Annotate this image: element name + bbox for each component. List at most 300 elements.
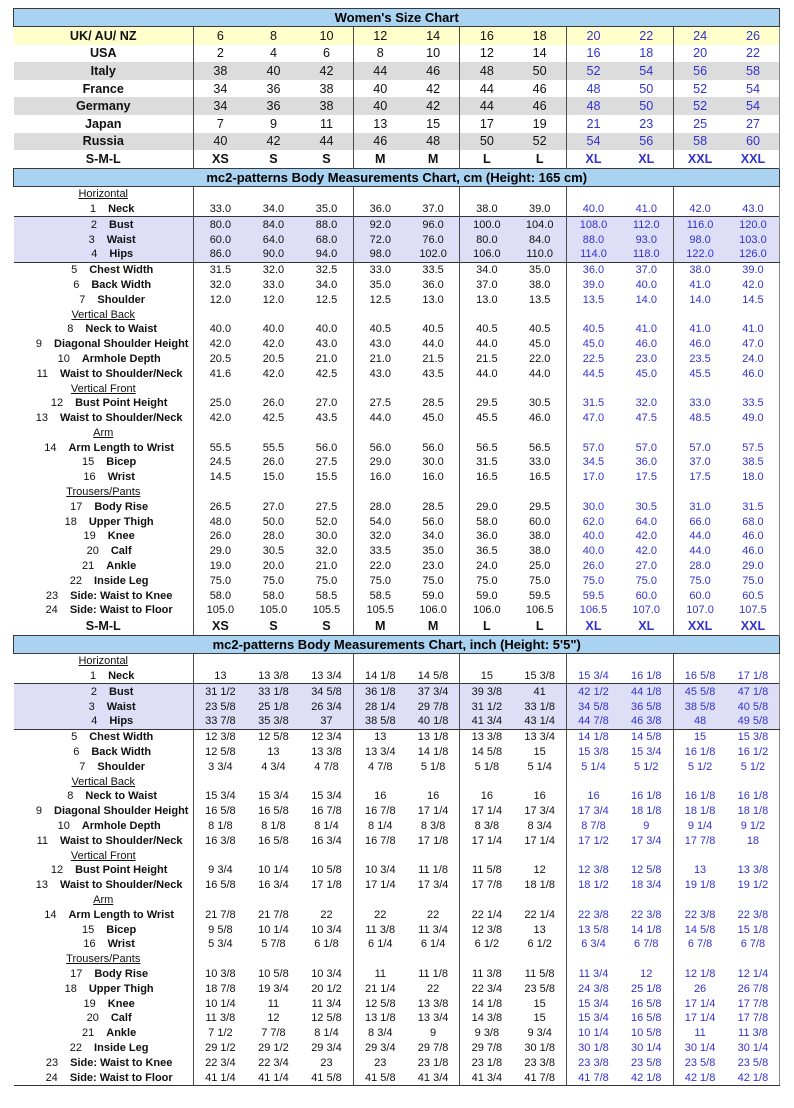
value-cell [247, 653, 300, 668]
measurement-row [14, 455, 780, 470]
value-cell: 12 3/4 [300, 729, 353, 744]
value-cell: 50 [513, 62, 566, 80]
section-label: Horizontal [78, 655, 129, 668]
row-number: 20 [86, 545, 99, 558]
value-cell: 9 3/4 [208, 864, 233, 877]
value-cell: 44.0 [476, 338, 498, 351]
value-cell: 84.0 [513, 232, 566, 247]
value-cell: 22 3/4 [205, 1056, 236, 1069]
measurement-label: Calf [110, 545, 132, 558]
value-cell: 19 1/2 [726, 878, 779, 893]
page-title: Women's Size Chart [14, 9, 780, 27]
measurement-label-cell [14, 588, 194, 603]
measurement-label-cell [14, 1011, 194, 1026]
measurement-label: Armhole Depth [81, 820, 161, 833]
value-cell: 42 [247, 133, 300, 151]
value-cell: 45.5 [476, 412, 498, 425]
value-cell: 9 3/8 [474, 1027, 500, 1040]
size-row [14, 133, 780, 151]
measurement-row [14, 745, 780, 760]
measurement-row [14, 322, 780, 337]
measurement-label-cell [14, 729, 194, 744]
measurement-row [14, 789, 780, 804]
value-cell: 41.0 [620, 322, 673, 337]
value-cell: 17 3/4 [407, 878, 460, 893]
value-cell: 29.0 [209, 545, 232, 558]
value-cell [407, 774, 460, 789]
measurement-label: Chest Width [89, 731, 154, 744]
value-cell: 9 [407, 1026, 460, 1041]
measurement-row [14, 202, 780, 217]
cm-chart-header: mc2-patterns Body Measurements Chart, cm (Height: 165 cm) [14, 168, 780, 186]
value-cell [407, 186, 460, 201]
value-cell: 38.5 [726, 455, 779, 470]
value-cell: 17 1/4 [364, 879, 396, 892]
value-cell: 5 3/4 [208, 938, 233, 951]
value-cell: 57.0 [620, 440, 673, 455]
value-cell: 23.0 [620, 352, 673, 367]
value-cell: 40.0 [582, 530, 605, 543]
value-cell [300, 426, 353, 441]
row-number: 10 [57, 820, 70, 833]
value-cell [353, 774, 406, 789]
row-number: 22 [69, 1041, 83, 1054]
value-cell: 12 [479, 46, 494, 61]
measurement-label-cell [14, 745, 194, 760]
value-cell: 42.5 [300, 366, 353, 381]
value-cell [300, 307, 353, 322]
value-cell: 12.0 [209, 293, 232, 306]
measurement-label: Wrist [107, 938, 135, 951]
value-cell: 25 [693, 116, 708, 131]
value-cell: 12 5/8 [205, 746, 236, 759]
value-cell: 16 1/8 [684, 790, 716, 803]
measurement-label-cell [14, 603, 194, 618]
value-cell: 14 1/8 [471, 997, 503, 1010]
value-cell [620, 426, 673, 441]
value-cell: 13 [513, 922, 566, 937]
value-cell: 66.0 [689, 515, 711, 528]
cm-chart-header-bar [14, 168, 780, 186]
value-cell: 31.5 [476, 456, 498, 469]
value-cell: 25 1/8 [247, 699, 300, 714]
measurement-label: Bicep [106, 923, 137, 936]
value-cell: 56.5 [513, 440, 566, 455]
value-cell: 44.0 [369, 412, 391, 425]
value-cell [673, 186, 726, 201]
value-cell [407, 893, 460, 908]
value-cell: 48 [460, 62, 513, 80]
value-cell: 14 5/8 [684, 923, 716, 936]
value-cell: 57.0 [582, 441, 605, 454]
value-cell: 60.5 [726, 588, 779, 603]
measurement-label: Body Rise [94, 500, 149, 513]
value-cell: 6 [300, 45, 353, 63]
value-cell: 9 1/2 [726, 819, 779, 834]
section-label: Trousers/Pants [66, 486, 141, 499]
value-cell: 16 5/8 [258, 805, 289, 818]
value-cell: 28.0 [369, 500, 391, 513]
value-cell: 84.0 [247, 217, 300, 232]
value-cell: 39 3/8 [460, 684, 513, 699]
value-cell: 13 3/8 [258, 670, 289, 683]
row-number: 14 [44, 908, 57, 921]
value-cell: 17 1/4 [471, 805, 503, 818]
value-cell: 42.0 [620, 544, 673, 559]
row-number: 15 [82, 456, 95, 469]
value-cell [513, 774, 566, 789]
value-cell [247, 848, 300, 863]
value-cell: 43.0 [726, 202, 779, 217]
value-cell: 44 [479, 81, 494, 96]
value-cell: 10 1/4 [258, 864, 289, 877]
value-cell: 14 5/8 [471, 746, 503, 759]
value-cell: 16 1/8 [726, 789, 779, 804]
value-cell: 64.0 [247, 232, 300, 247]
value-cell [567, 485, 620, 500]
size-row [14, 62, 780, 80]
value-cell: 16 5/8 [620, 996, 673, 1011]
value-cell: 41 7/8 [567, 1070, 620, 1085]
value-cell [620, 952, 673, 967]
value-cell: 11 3/4 [407, 922, 460, 937]
value-cell: 18 1/8 [684, 805, 716, 818]
value-cell: 17 1/8 [407, 833, 460, 848]
section-row [14, 952, 780, 967]
measurement-label-cell [14, 996, 194, 1011]
measurement-row [14, 470, 780, 485]
value-cell: 17 7/8 [471, 879, 503, 892]
value-cell: 15 3/8 [578, 746, 609, 759]
value-cell: 18 1/8 [726, 804, 779, 819]
value-cell: 5 1/2 [687, 760, 713, 773]
value-cell: 8 [376, 46, 384, 61]
measurement-label-cell [14, 981, 194, 996]
value-cell: 40 5/8 [726, 699, 779, 714]
value-cell: XL [620, 150, 673, 168]
value-cell: 68.0 [300, 232, 353, 247]
row-number: 20 [86, 1012, 99, 1025]
measurement-label-cell [14, 366, 194, 381]
row-number: 13 [35, 879, 49, 892]
section-row [14, 381, 780, 396]
measurement-label: Upper Thigh [88, 982, 154, 995]
value-cell: 29 1/2 [258, 1041, 289, 1054]
value-cell: 7 1/2 [208, 1027, 233, 1040]
value-cell: 46.0 [726, 529, 779, 544]
value-cell: 33 1/8 [513, 699, 566, 714]
value-cell: 9 5/8 [208, 923, 233, 936]
value-cell: 26.5 [209, 500, 232, 513]
value-cell [513, 893, 566, 908]
value-cell: 17 1/8 [300, 878, 353, 893]
value-cell: 40.0 [620, 278, 673, 293]
value-cell: 14.5 [209, 471, 232, 484]
value-cell: 6 1/8 [300, 937, 353, 952]
measurement-label-cell [14, 1055, 194, 1070]
value-cell: 46 3/8 [620, 714, 673, 729]
measurement-label: Neck to Waist [85, 790, 158, 803]
value-cell: 24 [673, 27, 726, 45]
value-cell: 98.0 [353, 247, 406, 262]
value-cell: 48 [567, 97, 620, 115]
value-cell: 41.0 [689, 278, 711, 291]
value-cell: 30.0 [407, 455, 460, 470]
measurement-label: Back Width [91, 278, 152, 291]
measurement-row [14, 278, 780, 293]
value-cell: 23 [374, 1056, 387, 1069]
value-cell: 12.5 [369, 293, 391, 306]
value-cell [247, 307, 300, 322]
value-cell: 35.0 [407, 544, 460, 559]
value-cell: 36.5 [476, 545, 498, 558]
measurement-label-cell [14, 922, 194, 937]
value-cell: 106.0 [460, 247, 513, 262]
value-cell: 11 3/8 [471, 967, 502, 980]
value-cell: 38.0 [513, 544, 566, 559]
value-cell: 42 1/8 [620, 1070, 673, 1085]
value-cell: 19 1/8 [684, 879, 716, 892]
value-cell: 24 3/8 [578, 982, 609, 995]
value-cell: 20 [693, 46, 708, 61]
value-cell: 16.0 [369, 471, 391, 484]
value-cell: 54 [726, 97, 779, 115]
value-cell [353, 186, 406, 201]
value-cell: 16 3/4 [300, 833, 353, 848]
value-cell: 21.5 [476, 352, 498, 365]
value-cell [673, 774, 726, 789]
value-cell: 16 [407, 789, 460, 804]
value-cell: 21 7/8 [205, 908, 236, 921]
value-cell: 22 1/4 [513, 907, 566, 922]
value-cell: 26 7/8 [726, 981, 779, 996]
value-cell: XL [585, 619, 602, 634]
value-cell [247, 485, 300, 500]
value-cell: 23 [620, 115, 673, 133]
sml-row [14, 618, 780, 636]
value-cell [673, 307, 726, 322]
value-cell: 14 5/8 [620, 729, 673, 744]
value-cell: 22 3/8 [684, 908, 716, 921]
value-cell: 54 [620, 62, 673, 80]
value-cell: 37.0 [407, 202, 460, 217]
measurement-row [14, 1070, 780, 1085]
value-cell: 2 [216, 46, 224, 61]
value-cell: 42.0 [262, 338, 285, 351]
section-label-cell [14, 848, 194, 863]
value-cell [353, 381, 406, 396]
measurement-label: Side: Waist to Knee [70, 589, 173, 602]
value-cell: 30.5 [262, 545, 285, 558]
measurement-row [14, 396, 780, 411]
row-number: 14 [44, 441, 57, 454]
value-cell: 44 1/8 [620, 684, 673, 699]
value-cell: 41 3/4 [460, 1070, 513, 1085]
value-cell: 41.0 [689, 323, 711, 336]
value-cell: 39.0 [582, 278, 605, 291]
value-cell: 37 3/4 [407, 684, 460, 699]
value-cell: 45.0 [620, 366, 673, 381]
measurement-row [14, 833, 780, 848]
value-cell: 39.0 [726, 262, 779, 277]
row-number: 12 [50, 864, 64, 877]
value-cell [194, 186, 247, 201]
value-cell [353, 952, 406, 967]
row-number: 4 [91, 248, 98, 261]
value-cell: 56.0 [407, 514, 460, 529]
value-cell: 38 [300, 97, 353, 115]
value-cell [567, 952, 620, 967]
value-cell: 42.0 [262, 367, 285, 380]
value-cell: 27.0 [620, 559, 673, 574]
value-cell: 68.0 [726, 514, 779, 529]
region-label: USA [14, 45, 194, 63]
value-cell: 75.0 [513, 573, 566, 588]
value-cell: 106.0 [407, 603, 460, 618]
value-cell [460, 848, 513, 863]
value-cell: 14 5/8 [407, 669, 460, 684]
value-cell: 40.0 [582, 202, 605, 215]
value-cell: 49.0 [726, 411, 779, 426]
value-cell: 13 3/4 [407, 1011, 460, 1026]
value-cell: 23 1/8 [471, 1056, 503, 1069]
measurement-label-cell [14, 937, 194, 952]
measurement-label-cell [14, 819, 194, 834]
value-cell: 56.0 [407, 440, 460, 455]
row-number: 16 [83, 938, 96, 951]
value-cell: 17 1/4 [513, 833, 566, 848]
value-cell [247, 426, 300, 441]
value-cell: 41.0 [726, 322, 779, 337]
measurement-label-cell [14, 440, 194, 455]
value-cell: 15 3/4 [578, 1012, 609, 1025]
value-cell: 12 5/8 [364, 997, 396, 1010]
value-cell [460, 893, 513, 908]
value-cell: 15 3/4 [205, 790, 236, 803]
value-cell: 29.0 [726, 559, 779, 574]
value-cell: 59.0 [476, 589, 498, 602]
measurement-label-cell [14, 967, 194, 982]
size-row [14, 115, 780, 133]
value-cell: 34.0 [407, 529, 460, 544]
value-cell: 44 [460, 97, 513, 115]
measurement-row [14, 907, 780, 922]
value-cell [673, 381, 726, 396]
value-cell: 17 7/8 [684, 834, 716, 847]
row-number: 2 [90, 685, 98, 698]
value-cell: 16 7/8 [300, 804, 353, 819]
value-cell: 40.5 [369, 323, 391, 336]
value-cell: 46 [353, 133, 406, 151]
value-cell: 75.0 [582, 574, 605, 587]
measurement-label-cell [14, 217, 194, 232]
value-cell: 126.0 [726, 247, 779, 262]
value-cell: 23 5/8 [620, 1055, 673, 1070]
value-cell: 38 [194, 62, 247, 80]
value-cell: 33 1/8 [247, 684, 300, 699]
row-number: 9 [35, 805, 43, 818]
value-cell: 39.0 [513, 202, 566, 217]
measurement-row [14, 1026, 780, 1041]
value-cell: 92.0 [353, 217, 406, 232]
measurement-label-cell [14, 529, 194, 544]
value-cell: 4 [269, 46, 277, 61]
value-cell: 50 [620, 97, 673, 115]
value-cell: 75.0 [476, 574, 498, 587]
value-cell: 13.0 [407, 292, 460, 307]
value-cell: 33 7/8 [194, 714, 247, 729]
value-cell: XL [620, 618, 673, 636]
value-cell: 75.0 [262, 574, 285, 587]
value-cell: 16 5/8 [684, 670, 716, 683]
value-cell: 11 [374, 967, 386, 980]
measurement-row [14, 514, 780, 529]
section-label-cell [14, 381, 194, 396]
value-cell: 44.0 [689, 545, 711, 558]
value-cell: 10 3/4 [300, 922, 353, 937]
value-cell: 30 1/4 [620, 1041, 673, 1056]
value-cell [407, 952, 460, 967]
value-cell: 37.0 [476, 278, 498, 291]
value-cell: 10 [300, 27, 353, 45]
value-cell [353, 307, 406, 322]
value-cell: 34.0 [262, 202, 285, 215]
value-cell: 14 1/8 [578, 731, 609, 744]
value-cell: 40 [194, 133, 247, 151]
value-cell: 110.0 [513, 247, 566, 262]
value-cell: 57.0 [689, 441, 711, 454]
value-cell: 88.0 [300, 217, 353, 232]
value-cell: 4 3/4 [261, 760, 286, 773]
value-cell: 13 [693, 864, 707, 877]
measurement-label-cell [14, 470, 194, 485]
value-cell [460, 653, 513, 668]
section-row [14, 307, 780, 322]
measurement-label: Bust Point Height [75, 397, 168, 410]
value-cell: 54 [726, 80, 779, 98]
value-cell [194, 653, 247, 668]
measurement-label: Ankle [106, 1027, 137, 1040]
row-number: 15 [82, 923, 95, 936]
value-cell: 17 1/4 [471, 834, 503, 847]
measurement-label-cell [14, 247, 194, 262]
value-cell: 16 3/8 [205, 834, 236, 847]
value-cell [194, 848, 247, 863]
value-cell: 41 1/4 [194, 1070, 247, 1085]
value-cell: 13 3/4 [513, 729, 566, 744]
value-cell [513, 381, 566, 396]
value-cell [353, 893, 406, 908]
measurement-row [14, 878, 780, 893]
value-cell: 44.5 [582, 367, 605, 380]
value-cell: 29.0 [476, 500, 498, 513]
value-cell: 8 3/4 [513, 819, 566, 834]
value-cell: 12 [620, 967, 673, 982]
region-label: UK/ AU/ NZ [14, 27, 194, 45]
value-cell: 58 [726, 62, 779, 80]
value-cell: 30 1/8 [513, 1041, 566, 1056]
value-cell: 46.0 [726, 544, 779, 559]
row-number: 21 [82, 1027, 95, 1040]
value-cell: 42.0 [620, 529, 673, 544]
value-cell: 40.0 [262, 323, 285, 336]
value-cell: 10 3/4 [364, 864, 396, 877]
value-cell: 6 7/8 [687, 938, 713, 951]
value-cell: 24.0 [726, 352, 779, 367]
value-cell: 30.5 [513, 396, 566, 411]
measurement-label: Shoulder [97, 293, 146, 306]
value-cell [513, 848, 566, 863]
